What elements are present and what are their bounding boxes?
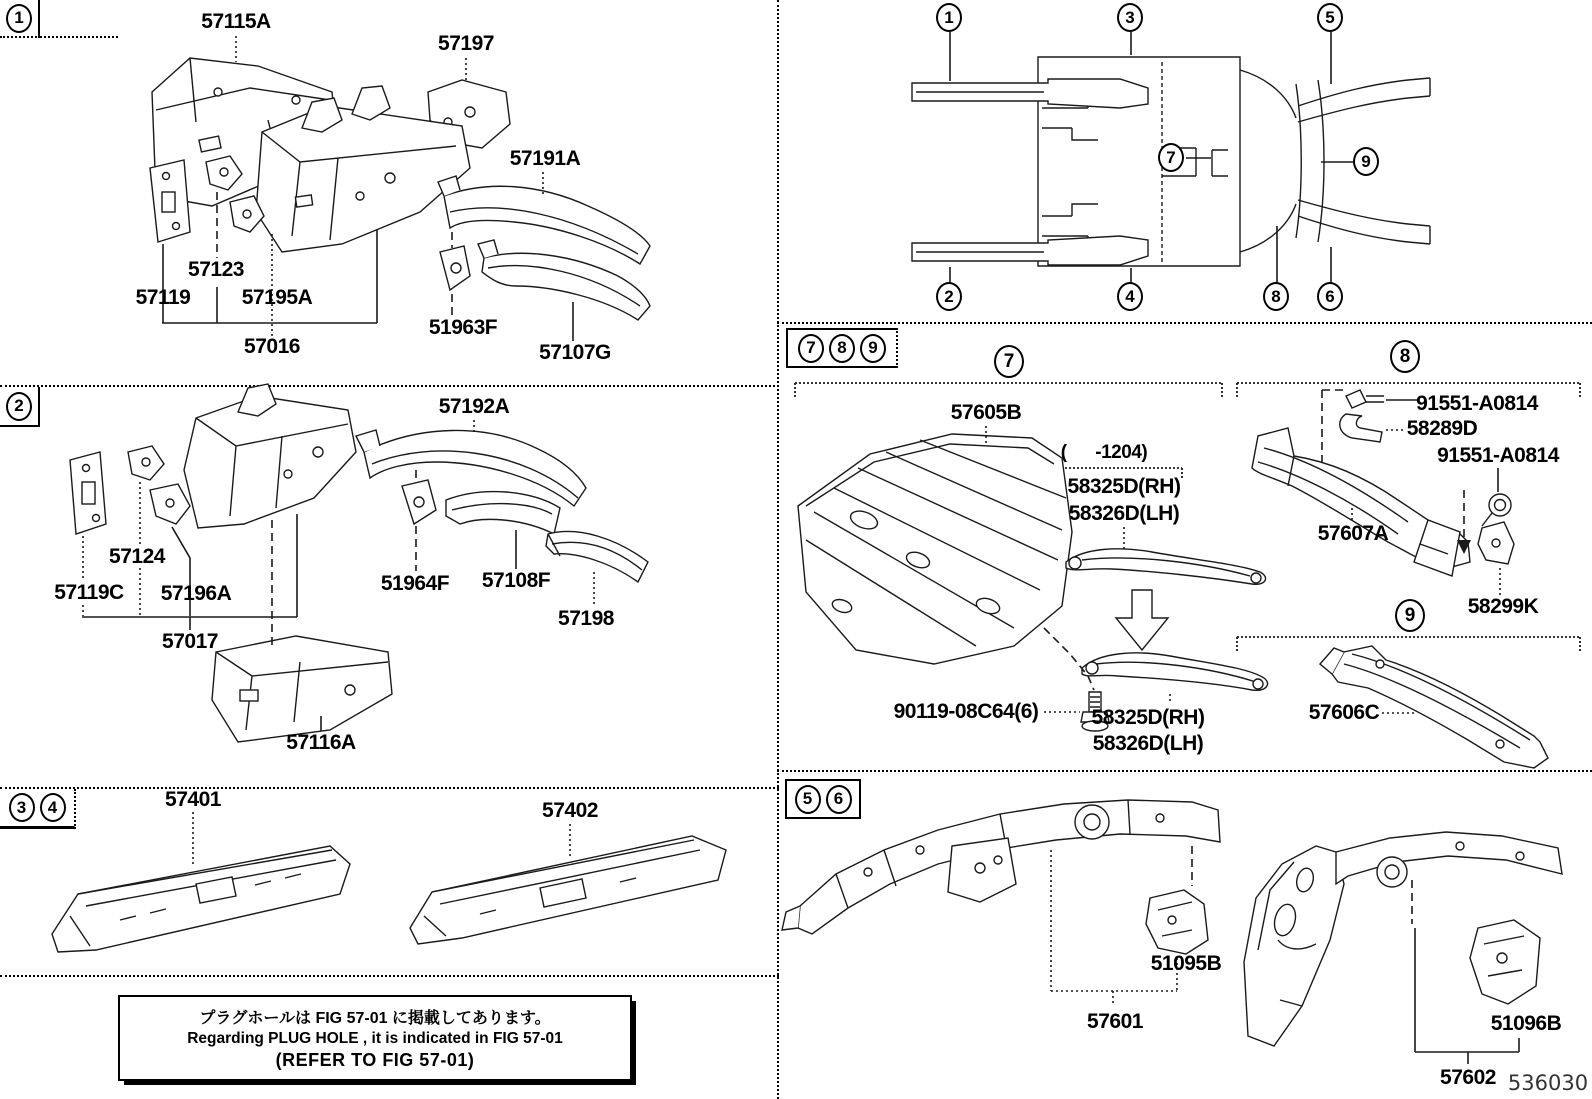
section8-callout bbox=[1390, 340, 1420, 373]
part-drawing-57402 bbox=[410, 836, 726, 944]
overview-callout-4 bbox=[1117, 282, 1143, 311]
overview-callout-1 bbox=[936, 3, 962, 32]
part-drawing-57119 bbox=[150, 160, 190, 242]
part-drawing-57108f bbox=[446, 492, 560, 534]
grommet-91551-icon bbox=[1482, 494, 1511, 526]
part-label-57401: 57401 bbox=[165, 788, 221, 811]
part-drawing-57198 bbox=[546, 532, 648, 582]
part-label-58325d-rh-top: 58325D(RH) bbox=[1067, 475, 1181, 498]
part-label-58326d-lh-top: 58326D(LH) bbox=[1068, 502, 1180, 525]
part-label-57191a: 57191A bbox=[509, 147, 581, 170]
part-label-57602: 57602 bbox=[1440, 1066, 1496, 1089]
part-label-58326d-lh-bottom: 58326D(LH) bbox=[1092, 732, 1204, 755]
panel8-number-badge bbox=[829, 334, 855, 363]
part-label-57606c: 57606C bbox=[1308, 701, 1380, 724]
bolt-91551-top-icon bbox=[1346, 390, 1384, 408]
part-label-57017: 57017 bbox=[162, 630, 218, 653]
part-label-57195a: 57195A bbox=[241, 286, 313, 309]
part-label-57016: 57016 bbox=[244, 335, 300, 358]
section7-callout bbox=[994, 345, 1024, 378]
part-label-51964f: 51964F bbox=[380, 572, 450, 595]
panel6-number: 6 bbox=[833, 789, 844, 808]
callout-5-number: 5 bbox=[1325, 7, 1335, 27]
callout-6-number: 6 bbox=[1325, 286, 1335, 306]
panel4-number-badge bbox=[40, 793, 66, 822]
section9-number: 9 bbox=[1404, 604, 1416, 626]
leader-lines-panel34 bbox=[193, 812, 570, 866]
part-label-57197: 57197 bbox=[438, 32, 494, 55]
overview-callout-7 bbox=[1158, 143, 1184, 172]
panel7-number: 7 bbox=[806, 338, 816, 357]
part-label-57192a: 57192A bbox=[438, 395, 510, 418]
part-label-57196a: 57196A bbox=[160, 582, 232, 605]
section8-number: 8 bbox=[1399, 345, 1411, 367]
part-drawing-51964f bbox=[402, 480, 436, 524]
panel9-number: 9 bbox=[868, 338, 878, 357]
overview-callout-2 bbox=[936, 282, 962, 311]
overview-callout-3 bbox=[1117, 3, 1143, 32]
part-drawing-front-side-member-lh bbox=[184, 384, 356, 528]
panel3-number-badge bbox=[9, 793, 35, 822]
note-line-reference: (REFER TO FIG 57-01) bbox=[275, 1050, 475, 1070]
part-drawing-57196a bbox=[150, 484, 190, 524]
part-label-57605b: 57605B bbox=[950, 401, 1022, 424]
part-drawing-51096b bbox=[1470, 920, 1540, 1004]
panel9-number-badge bbox=[860, 334, 886, 363]
part-drawing-57605b bbox=[798, 434, 1072, 664]
part-drawing-57119c bbox=[70, 452, 106, 534]
panel1-number: 1 bbox=[14, 8, 24, 27]
panel789-header-box bbox=[786, 328, 898, 368]
note-line-japanese: プラグホールは FIG 57-01 に掲載してあります。 bbox=[199, 1010, 551, 1027]
part-label-51963f: 51963F bbox=[428, 316, 498, 339]
plug-hole-note-box bbox=[118, 995, 632, 1081]
installation-arrow-icon bbox=[1116, 590, 1168, 650]
part-label-57124: 57124 bbox=[109, 545, 165, 568]
panel1-header-box bbox=[0, 0, 40, 38]
part-label-91551-a0814-top: 91551-A0814 bbox=[1416, 392, 1538, 415]
part-label-91551-a0814-side: 91551-A0814 bbox=[1437, 444, 1559, 467]
part-label-57116a: 57116A bbox=[286, 731, 356, 754]
part-drawing-57401 bbox=[52, 846, 350, 952]
part-label-58289d: 58289D bbox=[1406, 417, 1478, 440]
overview-callout-6 bbox=[1317, 282, 1343, 311]
part-drawing-51095b bbox=[1146, 890, 1208, 954]
panel2-header-box bbox=[0, 387, 40, 427]
section9-bracket bbox=[1237, 637, 1580, 651]
callout-1-number: 1 bbox=[944, 7, 954, 27]
callout-8-number: 8 bbox=[1271, 286, 1281, 306]
part-drawing-57124 bbox=[128, 446, 164, 480]
callout-9-number: 9 bbox=[1361, 151, 1371, 171]
panel4-number: 4 bbox=[47, 797, 58, 817]
panel7-number-badge bbox=[798, 334, 824, 363]
callout-7-number: 7 bbox=[1166, 147, 1176, 167]
part-label-57123: 57123 bbox=[188, 258, 244, 281]
date-range-label: ( -1204) bbox=[1060, 442, 1148, 463]
panel2-number: 2 bbox=[14, 396, 24, 415]
callout-4-number: 4 bbox=[1125, 286, 1135, 306]
panel34-header-box bbox=[0, 789, 76, 829]
callout-2-number: 2 bbox=[944, 286, 954, 306]
callout-3-number: 3 bbox=[1125, 7, 1135, 27]
part-label-90119-08c64: 90119-08C64(6) bbox=[893, 700, 1039, 723]
section9-callout bbox=[1395, 599, 1425, 632]
part-label-57119: 57119 bbox=[135, 286, 191, 309]
note-line-english: Regarding PLUG HOLE , it is indicated in FIG 57-01 bbox=[187, 1030, 563, 1047]
panel6-number-badge bbox=[826, 785, 852, 814]
part-label-51095b: 51095B bbox=[1150, 952, 1222, 975]
overview-callout-8 bbox=[1263, 282, 1289, 311]
panel5-number: 5 bbox=[802, 789, 813, 808]
panel2-number-badge bbox=[6, 392, 32, 421]
part-label-57402: 57402 bbox=[542, 799, 598, 822]
part-label-57108f: 57108F bbox=[481, 569, 551, 592]
part-drawing-57191a bbox=[438, 176, 650, 264]
part-label-57607a: 57607A bbox=[1317, 522, 1389, 545]
figure-number: 536030 bbox=[1507, 1071, 1589, 1095]
overview-callout-5 bbox=[1317, 3, 1343, 32]
part-label-57198: 57198 bbox=[558, 607, 614, 630]
section7-number: 7 bbox=[1003, 350, 1015, 372]
part-label-57601: 57601 bbox=[1087, 1010, 1143, 1033]
part-drawing-57116a bbox=[212, 636, 392, 742]
panel5-number-badge bbox=[795, 785, 821, 814]
part-drawing-58289d bbox=[1340, 414, 1382, 442]
part-drawing-51963f bbox=[440, 246, 470, 290]
overview-callout-9 bbox=[1353, 147, 1379, 176]
part-label-58325d-rh-bottom: 58325D(RH) bbox=[1091, 706, 1205, 729]
part-drawing-58325d-upper bbox=[1066, 549, 1266, 584]
part-drawing-58325d-lower bbox=[1082, 653, 1268, 690]
part-drawing-58299k bbox=[1478, 522, 1514, 564]
panel8-number: 8 bbox=[837, 338, 847, 357]
part-label-58299k: 58299K bbox=[1467, 595, 1539, 618]
part-label-57119c: 57119C bbox=[54, 581, 124, 604]
part-label-51096b: 51096B bbox=[1490, 1012, 1562, 1035]
panel1-number-badge bbox=[6, 4, 32, 33]
panel3-number: 3 bbox=[16, 797, 27, 817]
part-label-57115a: 57115A bbox=[201, 10, 271, 33]
panel56-header-box bbox=[785, 779, 861, 819]
part-label-57107g: 57107G bbox=[539, 341, 611, 364]
